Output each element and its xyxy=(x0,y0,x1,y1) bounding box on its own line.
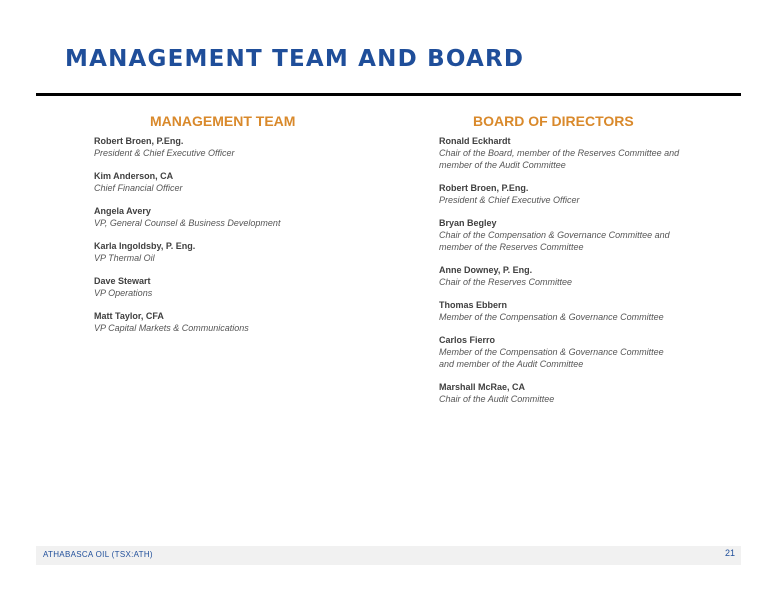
member-role: Member of the Compensation & Governance Committee xyxy=(439,347,664,357)
member-name: Carlos Fierro xyxy=(439,335,496,345)
footer-company-name: ATHABASCA OIL (TSX:ATH) xyxy=(43,550,153,559)
management-team-section xyxy=(94,113,394,345)
management-team-heading: MANAGEMENT TEAM xyxy=(150,113,296,129)
member-name: Karla Ingoldsby, P. Eng. xyxy=(94,241,196,251)
board-member xyxy=(439,334,739,370)
member-role: and member of the Audit Committee xyxy=(439,359,584,369)
page-number: 21 xyxy=(724,548,735,558)
management-member xyxy=(94,205,394,229)
member-name: Anne Downey, P. Eng. xyxy=(439,265,533,275)
board-member xyxy=(439,381,739,405)
member-role: Chair of the Audit Committee xyxy=(439,394,555,404)
member-name: Kim Anderson, CA xyxy=(94,171,174,181)
board-member xyxy=(439,182,739,206)
board-of-directors-heading: BOARD OF DIRECTORS xyxy=(473,113,634,129)
member-name: Dave Stewart xyxy=(94,276,151,286)
footer-bar xyxy=(36,546,741,565)
member-name: Thomas Ebbern xyxy=(439,300,508,310)
member-name: Ronald Eckhardt xyxy=(439,136,511,146)
management-member xyxy=(94,135,394,159)
member-name: Angela Avery xyxy=(94,206,151,216)
member-role: member of the Audit Committee xyxy=(439,160,566,170)
member-role: Chair of the Reserves Committee xyxy=(439,277,573,287)
member-role: VP Operations xyxy=(94,288,153,298)
member-role: Chair of the Compensation & Governance Committee and xyxy=(439,230,670,240)
title-divider xyxy=(36,93,741,96)
member-role: VP Thermal Oil xyxy=(94,253,155,263)
board-member xyxy=(439,299,739,323)
member-role: member of the Reserves Committee xyxy=(439,242,584,252)
member-name: Marshall McRae, CA xyxy=(439,382,526,392)
member-name: Bryan Begley xyxy=(439,218,497,228)
management-member xyxy=(94,240,394,264)
member-role: President & Chief Executive Officer xyxy=(94,148,235,158)
member-role: Member of the Compensation & Governance Committee xyxy=(439,312,664,322)
member-name: Matt Taylor, CFA xyxy=(94,311,164,321)
member-name: Robert Broen, P.Eng. xyxy=(94,136,184,146)
board-member xyxy=(439,264,739,288)
member-role: President & Chief Executive Officer xyxy=(439,195,580,205)
management-member xyxy=(94,310,394,334)
member-role: Chief Financial Officer xyxy=(94,183,183,193)
member-role: Chair of the Board, member of the Reserves Committee and xyxy=(439,148,680,158)
board-member xyxy=(439,135,739,171)
board-of-directors-section xyxy=(439,113,739,416)
management-member xyxy=(94,275,394,299)
board-member xyxy=(439,217,739,253)
member-name: Robert Broen, P.Eng. xyxy=(439,183,529,193)
member-role: VP Capital Markets & Communications xyxy=(94,323,249,333)
management-member xyxy=(94,170,394,194)
member-role: VP, General Counsel & Business Development xyxy=(94,218,281,228)
page-title: MANAGEMENT TEAM AND BOARD xyxy=(65,46,525,72)
